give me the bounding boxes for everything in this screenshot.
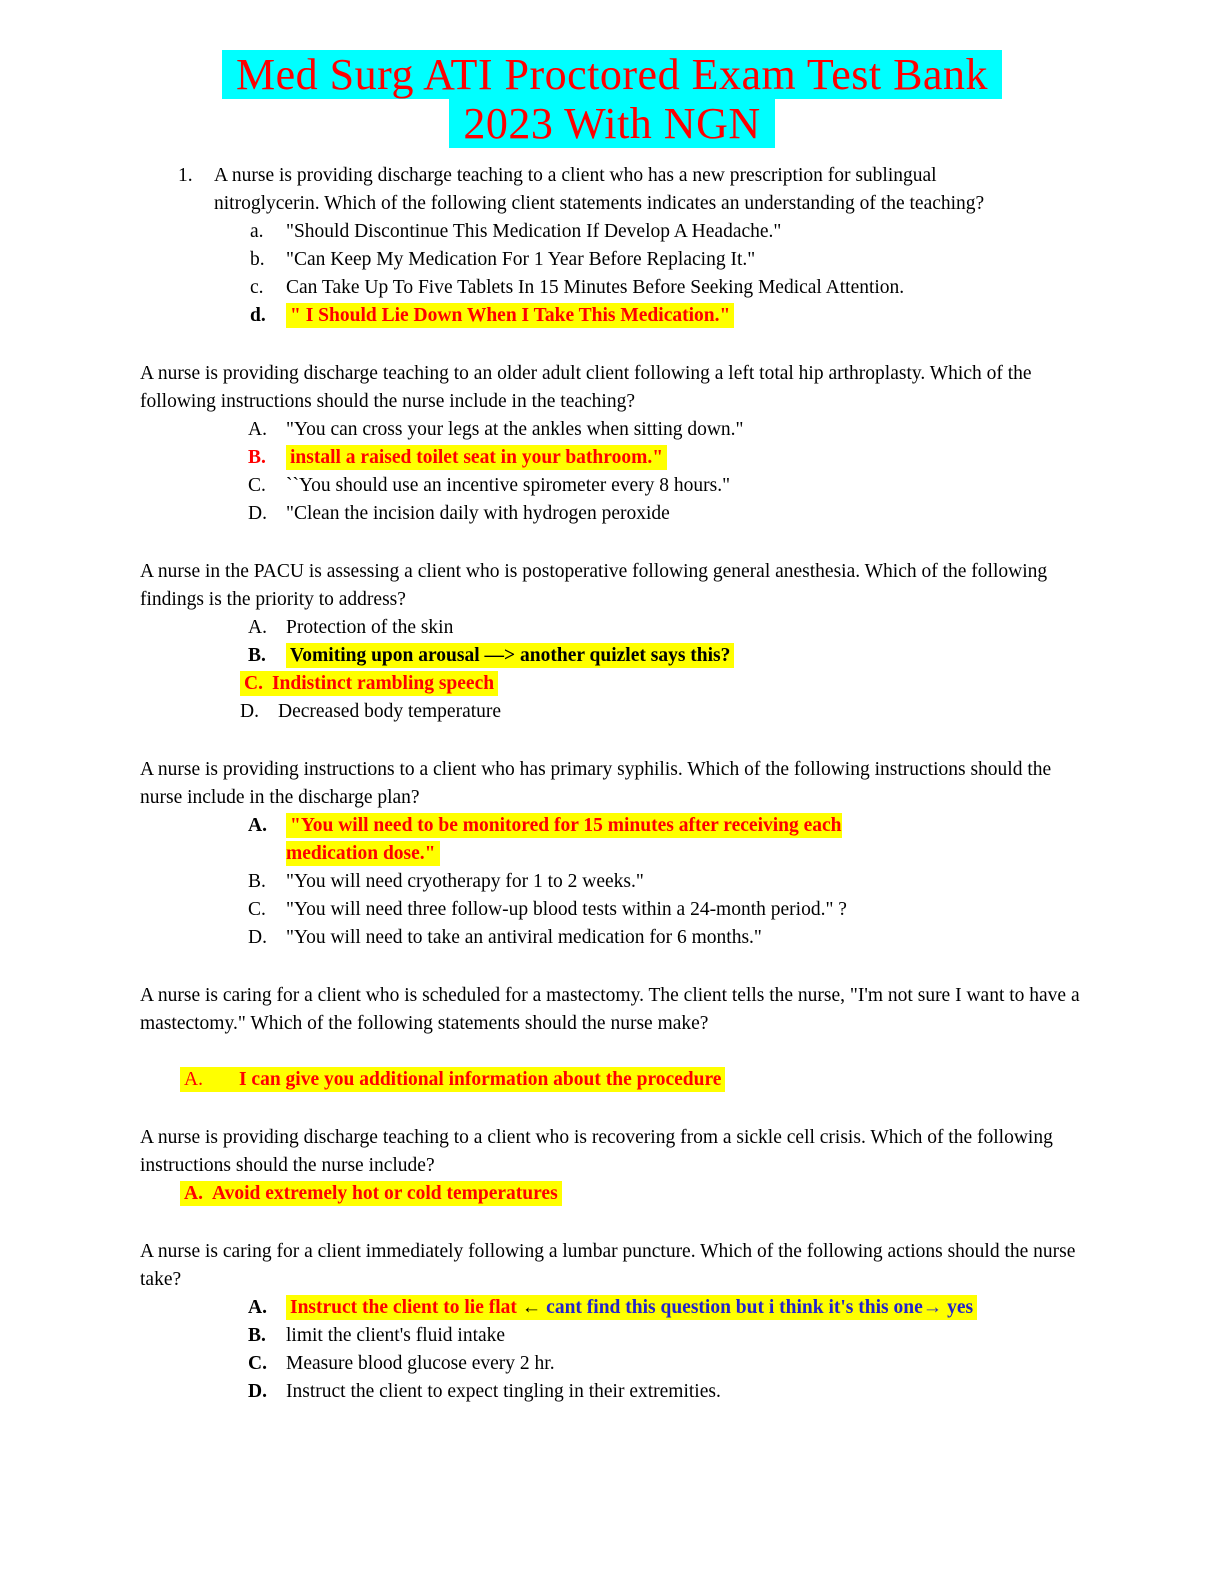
option-row: [240, 698, 1088, 726]
highlighted-answer: [286, 1295, 977, 1320]
option-row-correct: [180, 1180, 1088, 1208]
option-text: [286, 812, 938, 868]
option-text: Instruct the client to expect tingling in their extremities.: [286, 1381, 721, 1402]
option-text: I can give you additional information about the procedure: [238, 1069, 722, 1090]
option-letter: a.: [250, 221, 264, 242]
option-row: [248, 896, 1088, 924]
option-letter: d.: [250, 305, 266, 326]
question-stem-row: [178, 162, 1088, 218]
option-text: Decreased body temperature: [278, 701, 502, 722]
option-row: [248, 1350, 1088, 1378]
option-row: [250, 274, 1088, 302]
option-row: [248, 416, 1088, 444]
option-text: Avoid extremely hot or cold temperatures: [211, 1183, 558, 1204]
option-row: [248, 868, 1088, 896]
question-stem: A nurse is caring for a client immediately following a lumbar puncture. Which of the following actions should the nurse take?: [140, 1241, 1076, 1290]
option-letter: A.: [248, 419, 267, 440]
question-number: 1.: [178, 165, 193, 186]
option-row-correct: [248, 1294, 1088, 1322]
title-line2: 2023 With NGN: [449, 99, 774, 148]
title-row-1: [0, 50, 1224, 99]
question-3: [140, 558, 1088, 726]
question-6: [140, 1124, 1088, 1208]
question-stem: A nurse in the PACU is assessing a client who is postoperative following general anesthesia. Which of the following findings is the priority to address?: [140, 561, 1048, 610]
option-text: "Can Keep My Medication For 1 Year Before Replacing It.": [286, 249, 756, 270]
option-letter: D.: [248, 1381, 267, 1402]
option-list: [140, 416, 1088, 528]
option-list: [140, 614, 1088, 726]
question-1: [140, 162, 1088, 330]
option-row-correct: [240, 670, 1088, 698]
highlighted-answer: " I Should Lie Down When I Take This Medication.": [286, 303, 734, 328]
option-text: Protection of the skin: [286, 617, 454, 638]
option-row: [248, 614, 1088, 642]
option-letter: B.: [248, 1325, 266, 1346]
option-letter: D.: [248, 503, 267, 524]
option-letter: B.: [248, 645, 266, 666]
option-text: "You will need three follow-up blood tests within a 24-month period." ?: [286, 899, 847, 920]
option-text: "Clean the incision daily with hydrogen peroxide: [286, 503, 670, 524]
option-row: [250, 218, 1088, 246]
option-text: "You can cross your legs at the ankles when sitting down.": [286, 419, 744, 440]
document-body: [140, 148, 1088, 1406]
option-text: "You will need to take an antiviral medication for 6 months.": [286, 927, 762, 948]
option-letter: C.: [248, 1353, 267, 1374]
option-text: [240, 670, 498, 698]
question-2: [140, 360, 1088, 528]
option-text: Can Take Up To Five Tablets In 15 Minutes Before Seeking Medical Attention.: [286, 277, 905, 298]
option-letter: D.: [240, 701, 259, 722]
option-letter: A.: [248, 1297, 267, 1318]
option-text: ``You should use an incentive spirometer every 8 hours.": [286, 475, 731, 496]
option-list: [140, 812, 1088, 952]
question-4: [140, 756, 1088, 952]
document-title: [0, 0, 1224, 148]
option-row: [250, 246, 1088, 274]
option-text: "Should Discontinue This Medication If Develop A Headache.": [286, 221, 782, 242]
option-text: [286, 642, 1088, 670]
option-letter: A.: [184, 1069, 203, 1090]
left-arrow: ←: [516, 1297, 547, 1318]
answer-text: Instruct the client to lie flat: [290, 1297, 517, 1318]
option-row-correct: [248, 812, 1088, 868]
option-letter: A.: [248, 617, 267, 638]
highlighted-answer: [180, 1181, 562, 1206]
option-text: Measure blood glucose every 2 hr.: [286, 1353, 555, 1374]
option-list: [140, 218, 1088, 330]
option-letter: A.: [184, 1183, 203, 1204]
option-letter: C.: [244, 673, 263, 694]
option-letter: D.: [248, 927, 267, 948]
question-stem: A nurse is providing discharge teaching to an older adult client following a left total hip arthroplasty. Which of the following instructions should the nurse include in the teaching?: [140, 363, 1032, 412]
question-stem: A nurse is providing instructions to a client who has primary syphilis. Which of the following instructions should the nurse include in the discharge plan?: [140, 759, 1052, 808]
option-row-correct: [248, 444, 1088, 472]
title-row-2: [0, 99, 1224, 148]
option-row: [248, 1322, 1088, 1350]
option-row-correct: [250, 302, 1088, 330]
option-row: [248, 500, 1088, 528]
question-stem: A nurse is providing discharge teaching to a client who has a new prescription for sublingual nitroglycerin. Which of the following client statements indicates an understanding of the teaching?: [214, 165, 985, 214]
question-5: [140, 982, 1088, 1094]
option-letter: A.: [248, 815, 267, 836]
highlighted-answer: Vomiting upon arousal —> another quizlet says this?: [286, 643, 734, 668]
option-text: [286, 1294, 1088, 1322]
highlighted-answer: C. Indistinct rambling speech: [240, 671, 498, 696]
option-row-noted: [248, 642, 1088, 670]
option-text: "You will need cryotherapy for 1 to 2 weeks.": [286, 871, 644, 892]
highlighted-answer: install a raised toilet seat in your bathroom.": [286, 445, 667, 470]
option-letter: C.: [248, 475, 266, 496]
option-row-correct: [180, 1066, 1088, 1094]
option-text: limit the client's fluid intake: [286, 1325, 506, 1346]
highlighted-answer: [180, 1067, 725, 1092]
question-stem: A nurse is caring for a client who is scheduled for a mastectomy. The client tells the nurse, "I'm not sure I want to have a mastectomy." Which of the following statements should the nurse make?: [140, 985, 1080, 1034]
option-letter: C.: [248, 899, 266, 920]
option-text: [286, 302, 1088, 330]
option-text: [286, 444, 1088, 472]
option-letter: b.: [250, 249, 265, 270]
option-row: [248, 924, 1088, 952]
question-stem: A nurse is providing discharge teaching to a client who is recovering from a sickle cell crisis. Which of the following instructions should the nurse include?: [140, 1127, 1053, 1176]
question-7: [140, 1238, 1088, 1406]
option-row: [248, 472, 1088, 500]
option-letter: c.: [250, 277, 264, 298]
highlighted-answer: "You will need to be monitored for 15 minutes after receiving each medication dose.": [286, 815, 842, 864]
annotation-note: cant find this question but i think it's this one→ yes: [546, 1297, 974, 1318]
title-line1: Med Surg ATI Proctored Exam Test Bank: [222, 50, 1002, 99]
option-letter: B.: [248, 871, 266, 892]
option-letter: B.: [248, 447, 266, 468]
option-list: [140, 1294, 1088, 1406]
option-row: [248, 1378, 1088, 1406]
